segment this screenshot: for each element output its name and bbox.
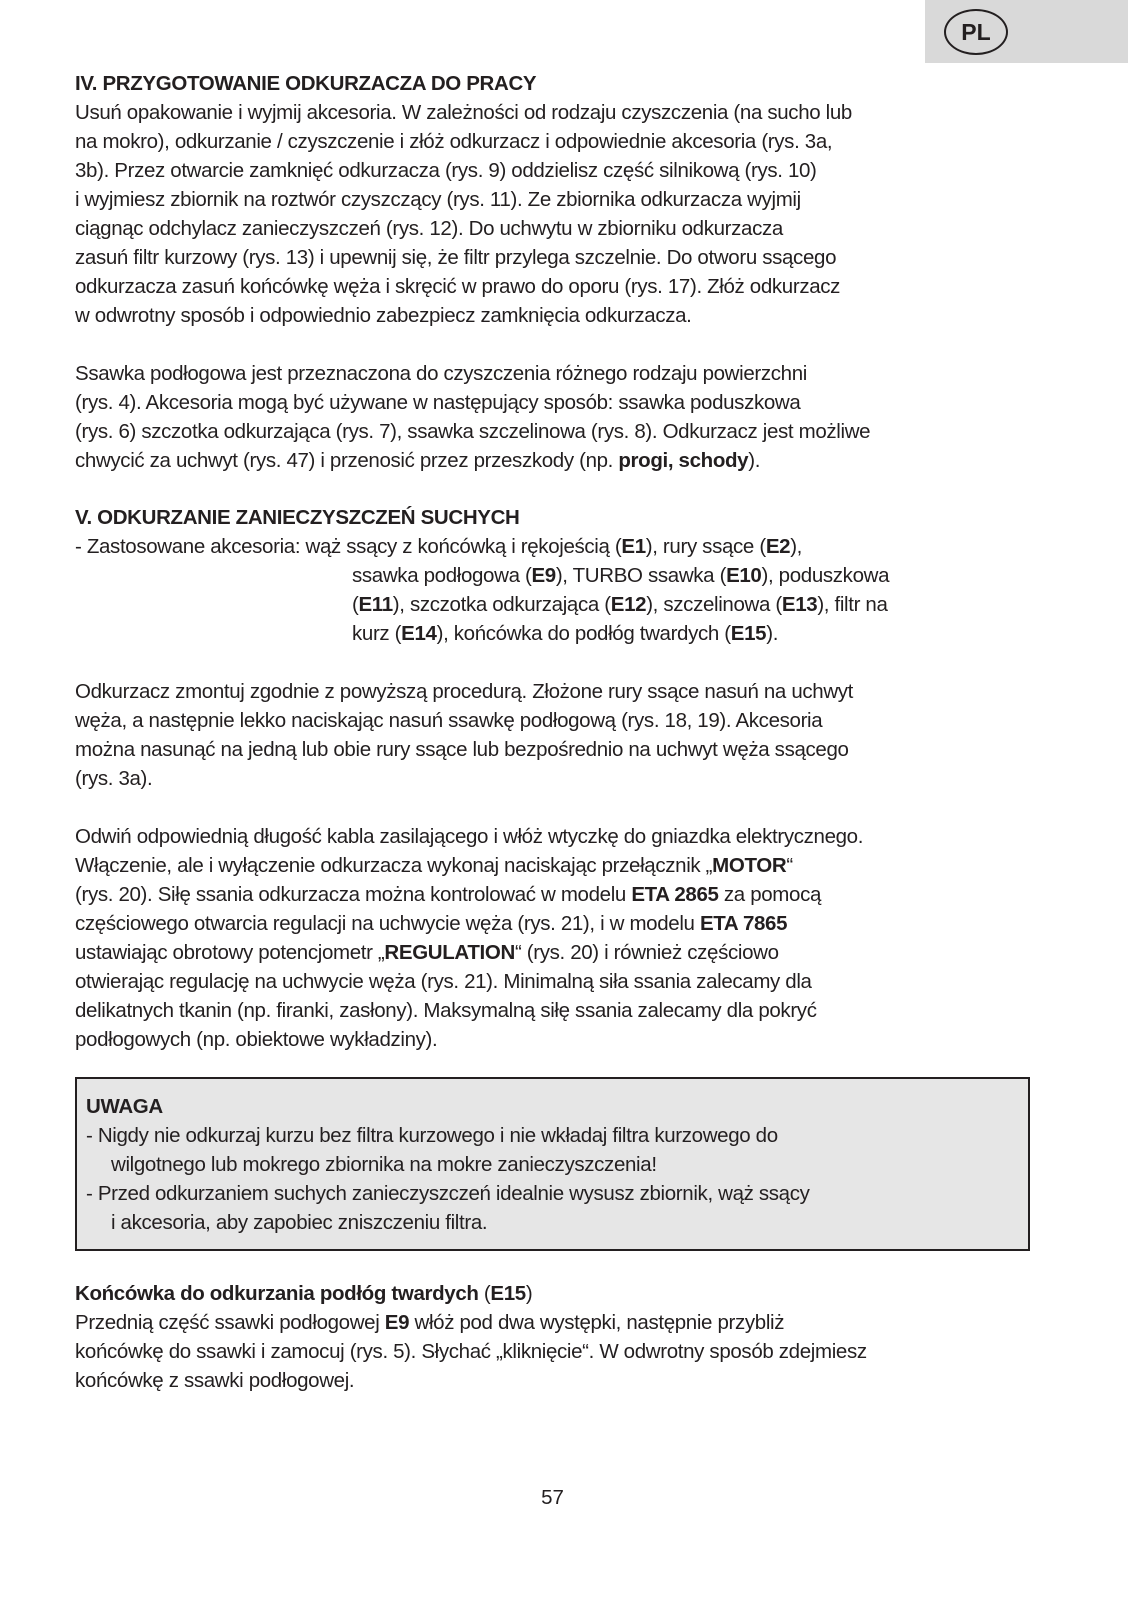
text-line	[75, 967, 863, 996]
text: zasuń filtr kurzowy (rys. 13) i upewnij się, że filtr przylega szczelnie. Do otworu ssącego	[75, 246, 837, 269]
text: 3b). Przez otwarcie zamknięć odkurzacza (rys. 9) oddzielisz część silnikową (rys. 10)	[75, 159, 817, 182]
bold-text: ETA 2865	[631, 883, 719, 906]
text: Przednią część ssawki podłogowej	[75, 1311, 385, 1334]
bold-text: E10	[726, 564, 762, 587]
text: - Zastosowane akcesoria: wąż ssący z końcówką i rękojeścią (	[75, 535, 622, 558]
bold-text: E2	[765, 535, 791, 558]
text: “ (rys. 20) i również częściowo	[514, 941, 779, 964]
text-line	[86, 1092, 810, 1121]
text: Odkurzacz zmontuj zgodnie z powyższą procedurą. Złożone rury ssące nasuń na uchwyt	[75, 680, 854, 703]
bold-text: E14	[401, 622, 437, 645]
text-line	[75, 1308, 867, 1337]
text: końcówkę z ssawki podłogowej.	[75, 1369, 355, 1392]
text-line	[75, 243, 852, 272]
text-line	[86, 1179, 810, 1208]
text: ssawka podłogowa (	[352, 564, 532, 587]
text-line	[75, 503, 889, 532]
text: (rys. 6) szczotka odkurzająca (rys. 7), ssawka szczelinowa (rys. 8). Odkurzacz jest możliwe	[75, 420, 871, 443]
text-line	[75, 706, 853, 735]
text: ), końcówka do podłóg twardych (	[436, 622, 731, 645]
text: - Przed odkurzaniem suchych zanieczyszczeń idealnie wysusz zbiornik, wąż ssący	[86, 1182, 810, 1205]
bold-text: E12	[610, 593, 647, 616]
bold-text: REGULATION	[384, 941, 515, 964]
text: (rys. 4). Akcesoria mogą być używane w następujący sposób: ssawka poduszkowa	[75, 391, 801, 414]
language-tab	[925, 0, 1128, 63]
text-line	[75, 532, 889, 561]
text: końcówkę do ssawki i zamocuj (rys. 5). Słychać „kliknięcie“. W odwrotny sposób zdejmiesz	[75, 1340, 867, 1363]
text-line	[75, 590, 889, 619]
text: ciągnąc odchylacz zanieczyszczeń (rys. 12). Do uchwytu w zbiorniku odkurzacza	[75, 217, 783, 240]
text: ), poduszkowa	[761, 564, 890, 587]
text: chwycić za uchwyt (rys. 47) i przenosić przez przeszkody (np.	[75, 449, 619, 472]
text: i wyjmiesz zbiornik na roztwór czyszczący (rys. 11). Ze zbiornika odkurzacza wyjmij	[75, 188, 801, 211]
bold-text: V. ODKURZANIE ZANIECZYSZCZEŃ SUCHYCH	[75, 506, 520, 529]
bold-text: Końcówka do odkurzania podłóg twardych	[75, 1282, 479, 1305]
text: wilgotnego lub mokrego zbiornika na mokre zanieczyszczenia!	[111, 1153, 657, 1176]
bold-text: IV. PRZYGOTOWANIE ODKURZACZA DO PRACY	[75, 72, 537, 95]
text-line	[75, 909, 863, 938]
text-line	[75, 822, 863, 851]
section-prep	[75, 69, 852, 330]
warning-box	[75, 1077, 1030, 1251]
text-line	[75, 619, 889, 648]
text-line	[75, 98, 852, 127]
bold-text: E9	[531, 564, 556, 587]
section-dry	[75, 503, 889, 648]
text-line	[75, 185, 852, 214]
text: i akcesoria, aby zapobiec zniszczeniu filtra.	[111, 1211, 488, 1234]
text: Usuń opakowanie i wyjmij akcesoria. W zależności od rodzaju czyszczenia (na sucho lub	[75, 101, 852, 124]
text: Odwiń odpowiednią długość kabla zasilającego i włóż wtyczkę do gniazdka elektrycznego.	[75, 825, 864, 848]
bold-text: E13	[781, 593, 818, 616]
text: delikatnych tkanin (np. firanki, zasłony). Maksymalną siłę ssania zalecamy dla pokryć	[75, 999, 817, 1022]
text-line	[75, 677, 853, 706]
bold-text: E15	[490, 1282, 526, 1305]
text-line	[86, 1121, 810, 1150]
text: otwierając regulację na uchwycie węża (rys. 21). Minimalną siła ssania zalecamy dla	[75, 970, 812, 993]
text-line	[75, 69, 852, 98]
text: kurz (	[352, 622, 402, 645]
text-line	[75, 417, 870, 446]
bold-text: progi, schody	[618, 449, 749, 472]
text-line	[75, 996, 863, 1025]
text-line	[75, 388, 870, 417]
text: w odwrotny sposób i odpowiednio zabezpiecz zamknięcia odkurzacza.	[75, 304, 692, 327]
text: Włączenie, ale i wyłączenie odkurzacza wykonaj naciskając przełącznik „	[75, 854, 713, 877]
text: za pomocą	[718, 883, 822, 906]
text-line	[75, 851, 863, 880]
text: włóż pod dwa występki, następnie przybliż	[409, 1311, 785, 1334]
text-line	[75, 214, 852, 243]
text: węża, a następnie lekko naciskając nasuń ssawkę podłogową (rys. 18, 19). Akcesoria	[75, 709, 823, 732]
text: na mokro), odkurzanie / czyszczenie i złóż odkurzacz i odpowiednie akcesoria (rys. 3a,	[75, 130, 833, 153]
text: ), rury ssące (	[645, 535, 766, 558]
text-line	[75, 938, 863, 967]
text-line	[75, 156, 852, 185]
text-line	[75, 301, 852, 330]
text: ).	[748, 449, 761, 472]
bold-text: MOTOR	[712, 854, 787, 877]
text-line	[75, 1337, 867, 1366]
text-line	[75, 1025, 863, 1054]
bold-text: E15	[730, 622, 767, 645]
text-line	[75, 1279, 867, 1308]
text: ).	[766, 622, 779, 645]
text: podłogowych (np. obiektowe wykładziny).	[75, 1028, 438, 1051]
text-line	[75, 1366, 867, 1395]
text: (rys. 3a).	[75, 767, 153, 790]
text-line	[86, 1150, 810, 1179]
text-line	[75, 561, 889, 590]
text: ustawiając obrotowy potencjometr „	[75, 941, 385, 964]
text: ),	[790, 535, 803, 558]
text: - Nigdy nie odkurzaj kurzu bez filtra kurzowego i nie wkładaj filtra kurzowego do	[86, 1124, 778, 1147]
bold-text: E11	[358, 593, 393, 616]
text-line	[75, 735, 853, 764]
text: (	[478, 1282, 491, 1305]
text: częściowego otwarcia regulacji na uchwycie węża (rys. 21), i w modelu	[75, 912, 700, 935]
section-hard-floor	[75, 1279, 867, 1395]
text: “	[786, 854, 793, 877]
text-line	[75, 127, 852, 156]
text: odkurzacza zasuń końcówkę węża i skręcić w prawo do oporu (rys. 17). Złóż odkurzacz	[75, 275, 841, 298]
bold-text: E9	[384, 1311, 410, 1334]
text-line	[75, 446, 870, 475]
page-number: 57	[541, 1486, 564, 1509]
text: ), szczotka odkurzająca (	[392, 593, 611, 616]
text-line	[86, 1208, 810, 1237]
text: ), szczelinowa (	[646, 593, 782, 616]
text: ), filtr na	[817, 593, 888, 616]
text: )	[525, 1282, 533, 1305]
text: (rys. 20). Siłę ssania odkurzacza można kontrolować w modelu	[75, 883, 632, 906]
warning-note	[86, 1092, 810, 1237]
language-badge: PL	[944, 9, 1008, 55]
section-floor-nozzle	[75, 359, 870, 475]
section-operation	[75, 822, 863, 1054]
bold-text: ETA 7865	[699, 912, 788, 935]
text: Ssawka podłogowa jest przeznaczona do czyszczenia różnego rodzaju powierzchni	[75, 362, 807, 385]
text-line	[75, 764, 853, 793]
bold-text: E1	[621, 535, 646, 558]
text-line	[75, 880, 863, 909]
text: można nasunąć na jedną lub obie rury ssące lub bezpośrednio na uchwyt węża ssącego	[75, 738, 849, 761]
text: (	[352, 593, 359, 616]
text-line	[75, 272, 852, 301]
section-assembly	[75, 677, 853, 793]
text-line	[75, 359, 870, 388]
bold-text: UWAGA	[86, 1095, 163, 1118]
text: ), TURBO ssawka (	[555, 564, 727, 587]
